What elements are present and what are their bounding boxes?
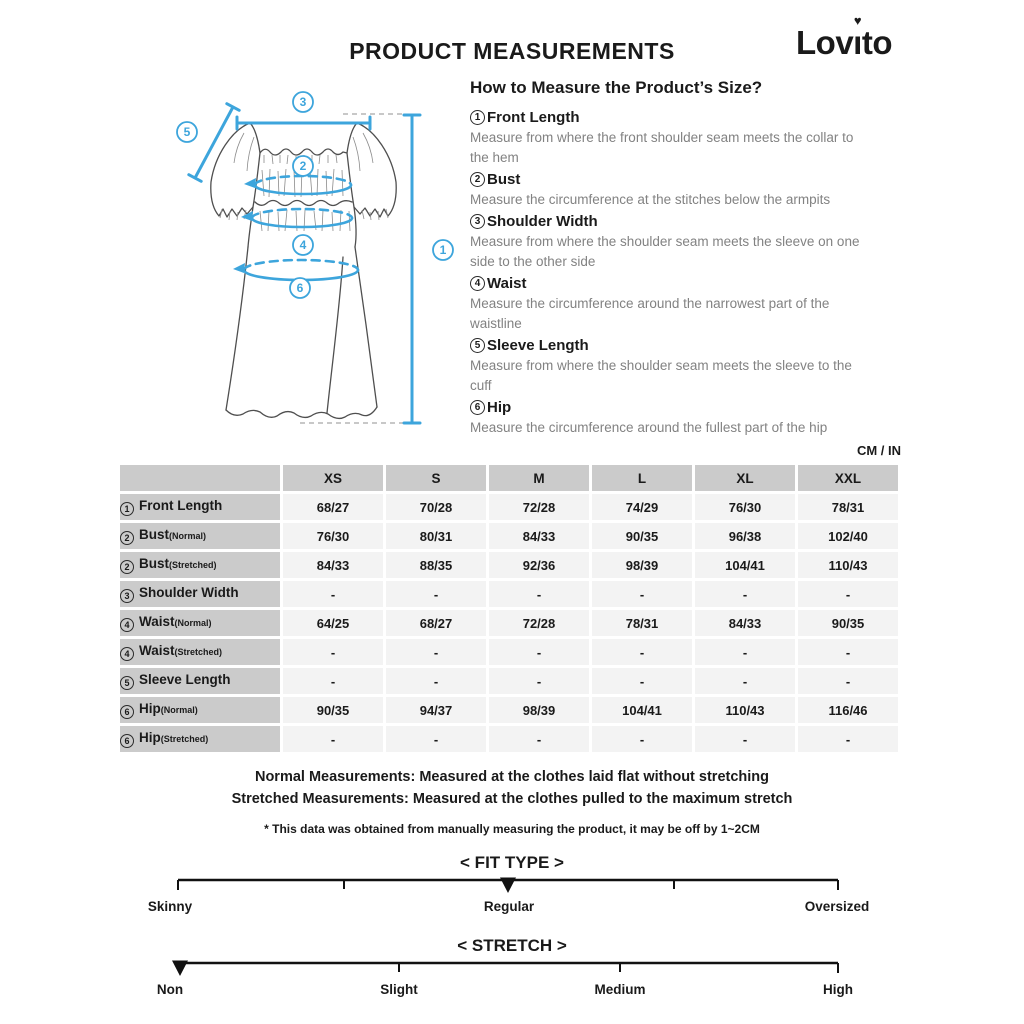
row-label-qualifier: (Stretched) xyxy=(169,560,217,570)
size-column-header: L xyxy=(592,465,692,491)
how-to-measure-heading: How to Measure the Product’s Size? xyxy=(470,78,763,97)
instruction-description: Measure the circumference at the stitches below the armpits xyxy=(470,192,831,207)
instruction-title xyxy=(470,273,870,294)
measurement-value-cell: 96/38 xyxy=(695,523,795,549)
measurement-value-cell: 90/35 xyxy=(283,697,383,723)
table-row xyxy=(120,697,898,723)
measurement-value-cell: 74/29 xyxy=(592,494,692,520)
brand-text-post: to xyxy=(861,24,892,61)
measurement-value-cell: 104/41 xyxy=(695,552,795,578)
table-row xyxy=(120,668,898,694)
row-label: Hip xyxy=(139,730,161,745)
size-column-header: XS xyxy=(283,465,383,491)
page-title: PRODUCT MEASUREMENTS xyxy=(349,38,675,64)
row-number-badge: 6 xyxy=(120,734,134,748)
measurement-value-cell: - xyxy=(695,639,795,665)
measurement-value-cell: - xyxy=(592,726,692,752)
waist-ellipse-front xyxy=(252,218,352,227)
row-number-badge: 6 xyxy=(120,705,134,719)
instruction-name: Shoulder Width xyxy=(487,213,598,230)
row-number-badge: 3 xyxy=(120,589,134,603)
instruction-name: Bust xyxy=(487,171,521,188)
instruction-title xyxy=(470,169,870,190)
stretch-scale xyxy=(150,959,870,981)
instructions-list xyxy=(470,107,870,438)
row-label-cell xyxy=(120,610,280,636)
measurement-value-cell: - xyxy=(592,639,692,665)
row-label-cell xyxy=(120,726,280,752)
size-column-header: XXL xyxy=(798,465,898,491)
fit-type-scale xyxy=(150,876,870,898)
measurement-value-cell: 68/27 xyxy=(283,494,383,520)
instruction-number-badge: 3 xyxy=(470,214,485,229)
measurement-value-cell: - xyxy=(489,726,589,752)
marker-number-5: 5 xyxy=(183,125,191,139)
measurement-value-cell: 94/37 xyxy=(386,697,486,723)
measurement-value-cell: - xyxy=(386,726,486,752)
brand-text-pre: Lov xyxy=(796,24,854,61)
measurement-value-cell: - xyxy=(386,581,486,607)
row-label-cell xyxy=(120,697,280,723)
measurement-value-cell: 64/25 xyxy=(283,610,383,636)
measurement-value-cell: 84/33 xyxy=(695,610,795,636)
measurement-value-cell: 90/35 xyxy=(798,610,898,636)
dashed-connector-lines xyxy=(300,114,404,423)
measurement-value-cell: - xyxy=(592,668,692,694)
measurement-value-cell: 102/40 xyxy=(798,523,898,549)
measurement-value-cell: 88/35 xyxy=(386,552,486,578)
shoulder-width-line xyxy=(237,117,370,129)
measurement-value-cell: 84/33 xyxy=(489,523,589,549)
fit-type-heading: < FIT TYPE > xyxy=(460,853,564,872)
measurement-value-cell: 110/43 xyxy=(798,552,898,578)
instruction-description: Measure from where the front shoulder seam meets the collar to the hem xyxy=(470,130,854,165)
brand-logo xyxy=(796,13,892,62)
measurement-value-cell: 116/46 xyxy=(798,697,898,723)
stretch-label-high: High xyxy=(823,982,853,997)
measure-instruction xyxy=(470,397,870,438)
row-label: Waist xyxy=(139,643,175,658)
marker-number-2: 2 xyxy=(299,159,307,173)
row-number-badge: 5 xyxy=(120,676,134,690)
row-label: Bust xyxy=(139,527,169,542)
measurement-value-cell: 98/39 xyxy=(489,697,589,723)
instruction-number-badge: 1 xyxy=(470,110,485,125)
row-label: Waist xyxy=(139,614,175,629)
instruction-description: Measure from where the shoulder seam meets the sleeve to the cuff xyxy=(470,358,852,393)
marker-number-4: 4 xyxy=(299,238,307,252)
measurement-value-cell: - xyxy=(386,668,486,694)
measurement-value-cell: 76/30 xyxy=(283,523,383,549)
marker-number-6: 6 xyxy=(296,281,304,295)
row-label: Sleeve Length xyxy=(139,672,231,687)
heart-icon: ♥ xyxy=(853,13,862,28)
measurement-value-cell: - xyxy=(592,581,692,607)
measurement-value-cell: 80/31 xyxy=(386,523,486,549)
measure-instruction xyxy=(470,169,870,210)
measurement-value-cell: 78/31 xyxy=(592,610,692,636)
stretch-label-slight: Slight xyxy=(380,982,418,997)
row-label: Shoulder Width xyxy=(139,585,239,600)
measurement-value-cell: - xyxy=(283,581,383,607)
stretch-marker xyxy=(172,961,188,977)
fit-type-labels xyxy=(0,899,1024,917)
fit-label-skinny: Skinny xyxy=(147,899,193,914)
stretched-note: Stretched Measurements: Measured at the clothes pulled to the maximum stretch xyxy=(231,791,793,807)
size-column-header: S xyxy=(386,465,486,491)
stretch-labels xyxy=(0,982,1024,1000)
row-label-cell xyxy=(120,639,280,665)
dress-measurement-diagram xyxy=(160,85,480,435)
how-to-measure-section xyxy=(470,78,870,439)
table-row xyxy=(120,523,898,549)
measure-instruction xyxy=(470,335,870,396)
measurement-value-cell: - xyxy=(798,581,898,607)
row-label-cell xyxy=(120,494,280,520)
measurement-value-cell: 98/39 xyxy=(592,552,692,578)
fit-label-oversized: Oversized xyxy=(804,899,870,914)
instruction-name: Waist xyxy=(487,275,527,292)
instruction-title xyxy=(470,107,870,128)
brand-letter-i: ı ♥ xyxy=(853,13,862,61)
measurement-value-cell: 90/35 xyxy=(592,523,692,549)
row-number-badge: 1 xyxy=(120,502,134,516)
instruction-name: Hip xyxy=(487,399,512,416)
table-row xyxy=(120,494,898,520)
stretch-heading: < STRETCH > xyxy=(457,936,567,955)
measure-instruction xyxy=(470,273,870,334)
measurement-value-cell: 104/41 xyxy=(592,697,692,723)
row-number-badge: 2 xyxy=(120,560,134,574)
measurement-value-cell: 76/30 xyxy=(695,494,795,520)
instruction-title xyxy=(470,211,870,232)
size-column-header: M xyxy=(489,465,589,491)
skirt-fold-line xyxy=(327,257,343,413)
instruction-number-badge: 5 xyxy=(470,338,485,353)
instruction-description: Measure the circumference around the fullest part of the hip xyxy=(470,420,828,435)
table-row xyxy=(120,639,898,665)
hip-ellipse-back xyxy=(244,260,358,270)
table-corner-cell xyxy=(120,465,280,491)
measurement-value-cell: - xyxy=(798,726,898,752)
row-label-qualifier: (Normal) xyxy=(174,618,212,628)
measurement-value-cell: 72/28 xyxy=(489,494,589,520)
table-row xyxy=(120,726,898,752)
marker-number-3: 3 xyxy=(299,95,307,109)
disclaimer-note: * This data was obtained from manually measuring the product, it may be off by 1~2CM xyxy=(264,822,760,836)
measurement-value-cell: - xyxy=(695,726,795,752)
row-label-qualifier: (Normal) xyxy=(160,705,198,715)
normal-note: Normal Measurements: Measured at the clothes laid flat without stretching xyxy=(254,769,770,785)
measure-instruction xyxy=(470,211,870,272)
row-label: Front Length xyxy=(139,498,223,513)
row-number-badge: 4 xyxy=(120,618,134,632)
measurement-value-cell: 78/31 xyxy=(798,494,898,520)
measurement-value-cell: 70/28 xyxy=(386,494,486,520)
measurement-value-cell: - xyxy=(489,639,589,665)
measurement-value-cell: - xyxy=(283,726,383,752)
bodice-right-edge xyxy=(354,207,356,247)
size-header-row xyxy=(120,465,898,491)
measurement-value-cell: - xyxy=(386,639,486,665)
marker-number-1: 1 xyxy=(439,243,447,257)
front-length-line xyxy=(404,115,420,423)
measurement-value-cell: - xyxy=(283,668,383,694)
row-label-qualifier: (Normal) xyxy=(169,531,207,541)
measurement-value-cell: - xyxy=(695,668,795,694)
fit-type-marker xyxy=(500,878,516,894)
size-table-section xyxy=(117,462,901,755)
instruction-name: Sleeve Length xyxy=(487,337,589,354)
instruction-title xyxy=(470,397,870,418)
measurement-notes xyxy=(0,766,1024,810)
row-label-qualifier: (Stretched) xyxy=(174,647,223,657)
bodice-tier-ruffle xyxy=(255,201,352,206)
stretch-label-non: Non xyxy=(156,982,184,997)
measurements-table xyxy=(117,462,901,755)
row-label-cell xyxy=(120,668,280,694)
row-label-cell xyxy=(120,523,280,549)
row-number-badge: 2 xyxy=(120,531,134,545)
table-row xyxy=(120,610,898,636)
measurement-value-cell: 68/27 xyxy=(386,610,486,636)
stretch-label-medium: Medium xyxy=(594,982,646,997)
instruction-name: Front Length xyxy=(487,109,580,126)
measurement-value-cell: 72/28 xyxy=(489,610,589,636)
measurement-value-cell: 92/36 xyxy=(489,552,589,578)
skirt-hem xyxy=(226,407,377,418)
size-column-header: XL xyxy=(695,465,795,491)
instruction-description: Measure the circumference around the narrowest part of the waistline xyxy=(470,296,830,331)
instruction-number-badge: 2 xyxy=(470,172,485,187)
measurement-value-cell: - xyxy=(489,668,589,694)
row-label-qualifier: (Stretched) xyxy=(160,734,209,744)
table-row xyxy=(120,552,898,578)
measurement-value-cell: - xyxy=(283,639,383,665)
measure-arrowheads xyxy=(233,178,256,273)
fit-label-regular: Regular xyxy=(483,899,535,914)
table-row xyxy=(120,581,898,607)
measurement-value-cell: - xyxy=(489,581,589,607)
instruction-number-badge: 6 xyxy=(470,400,485,415)
measurement-value-cell: 84/33 xyxy=(283,552,383,578)
waist-ellipse-back xyxy=(252,209,352,218)
measurement-value-cell: - xyxy=(798,639,898,665)
instruction-title xyxy=(470,335,870,356)
neckline-ruffle xyxy=(260,149,347,155)
measure-instruction xyxy=(470,107,870,168)
row-label: Hip xyxy=(139,701,161,716)
row-label-cell xyxy=(120,581,280,607)
instruction-number-badge: 4 xyxy=(470,276,485,291)
row-label: Bust xyxy=(139,556,169,571)
measurement-value-cell: 110/43 xyxy=(695,697,795,723)
measurement-value-cell: - xyxy=(695,581,795,607)
right-sleeve xyxy=(347,123,396,217)
unit-label: CM / IN xyxy=(856,443,901,458)
measurement-value-cell: - xyxy=(798,668,898,694)
row-label-cell xyxy=(120,552,280,578)
row-number-badge: 4 xyxy=(120,647,134,661)
instruction-description: Measure from where the shoulder seam meets the sleeve on one side to the other side xyxy=(470,234,860,269)
